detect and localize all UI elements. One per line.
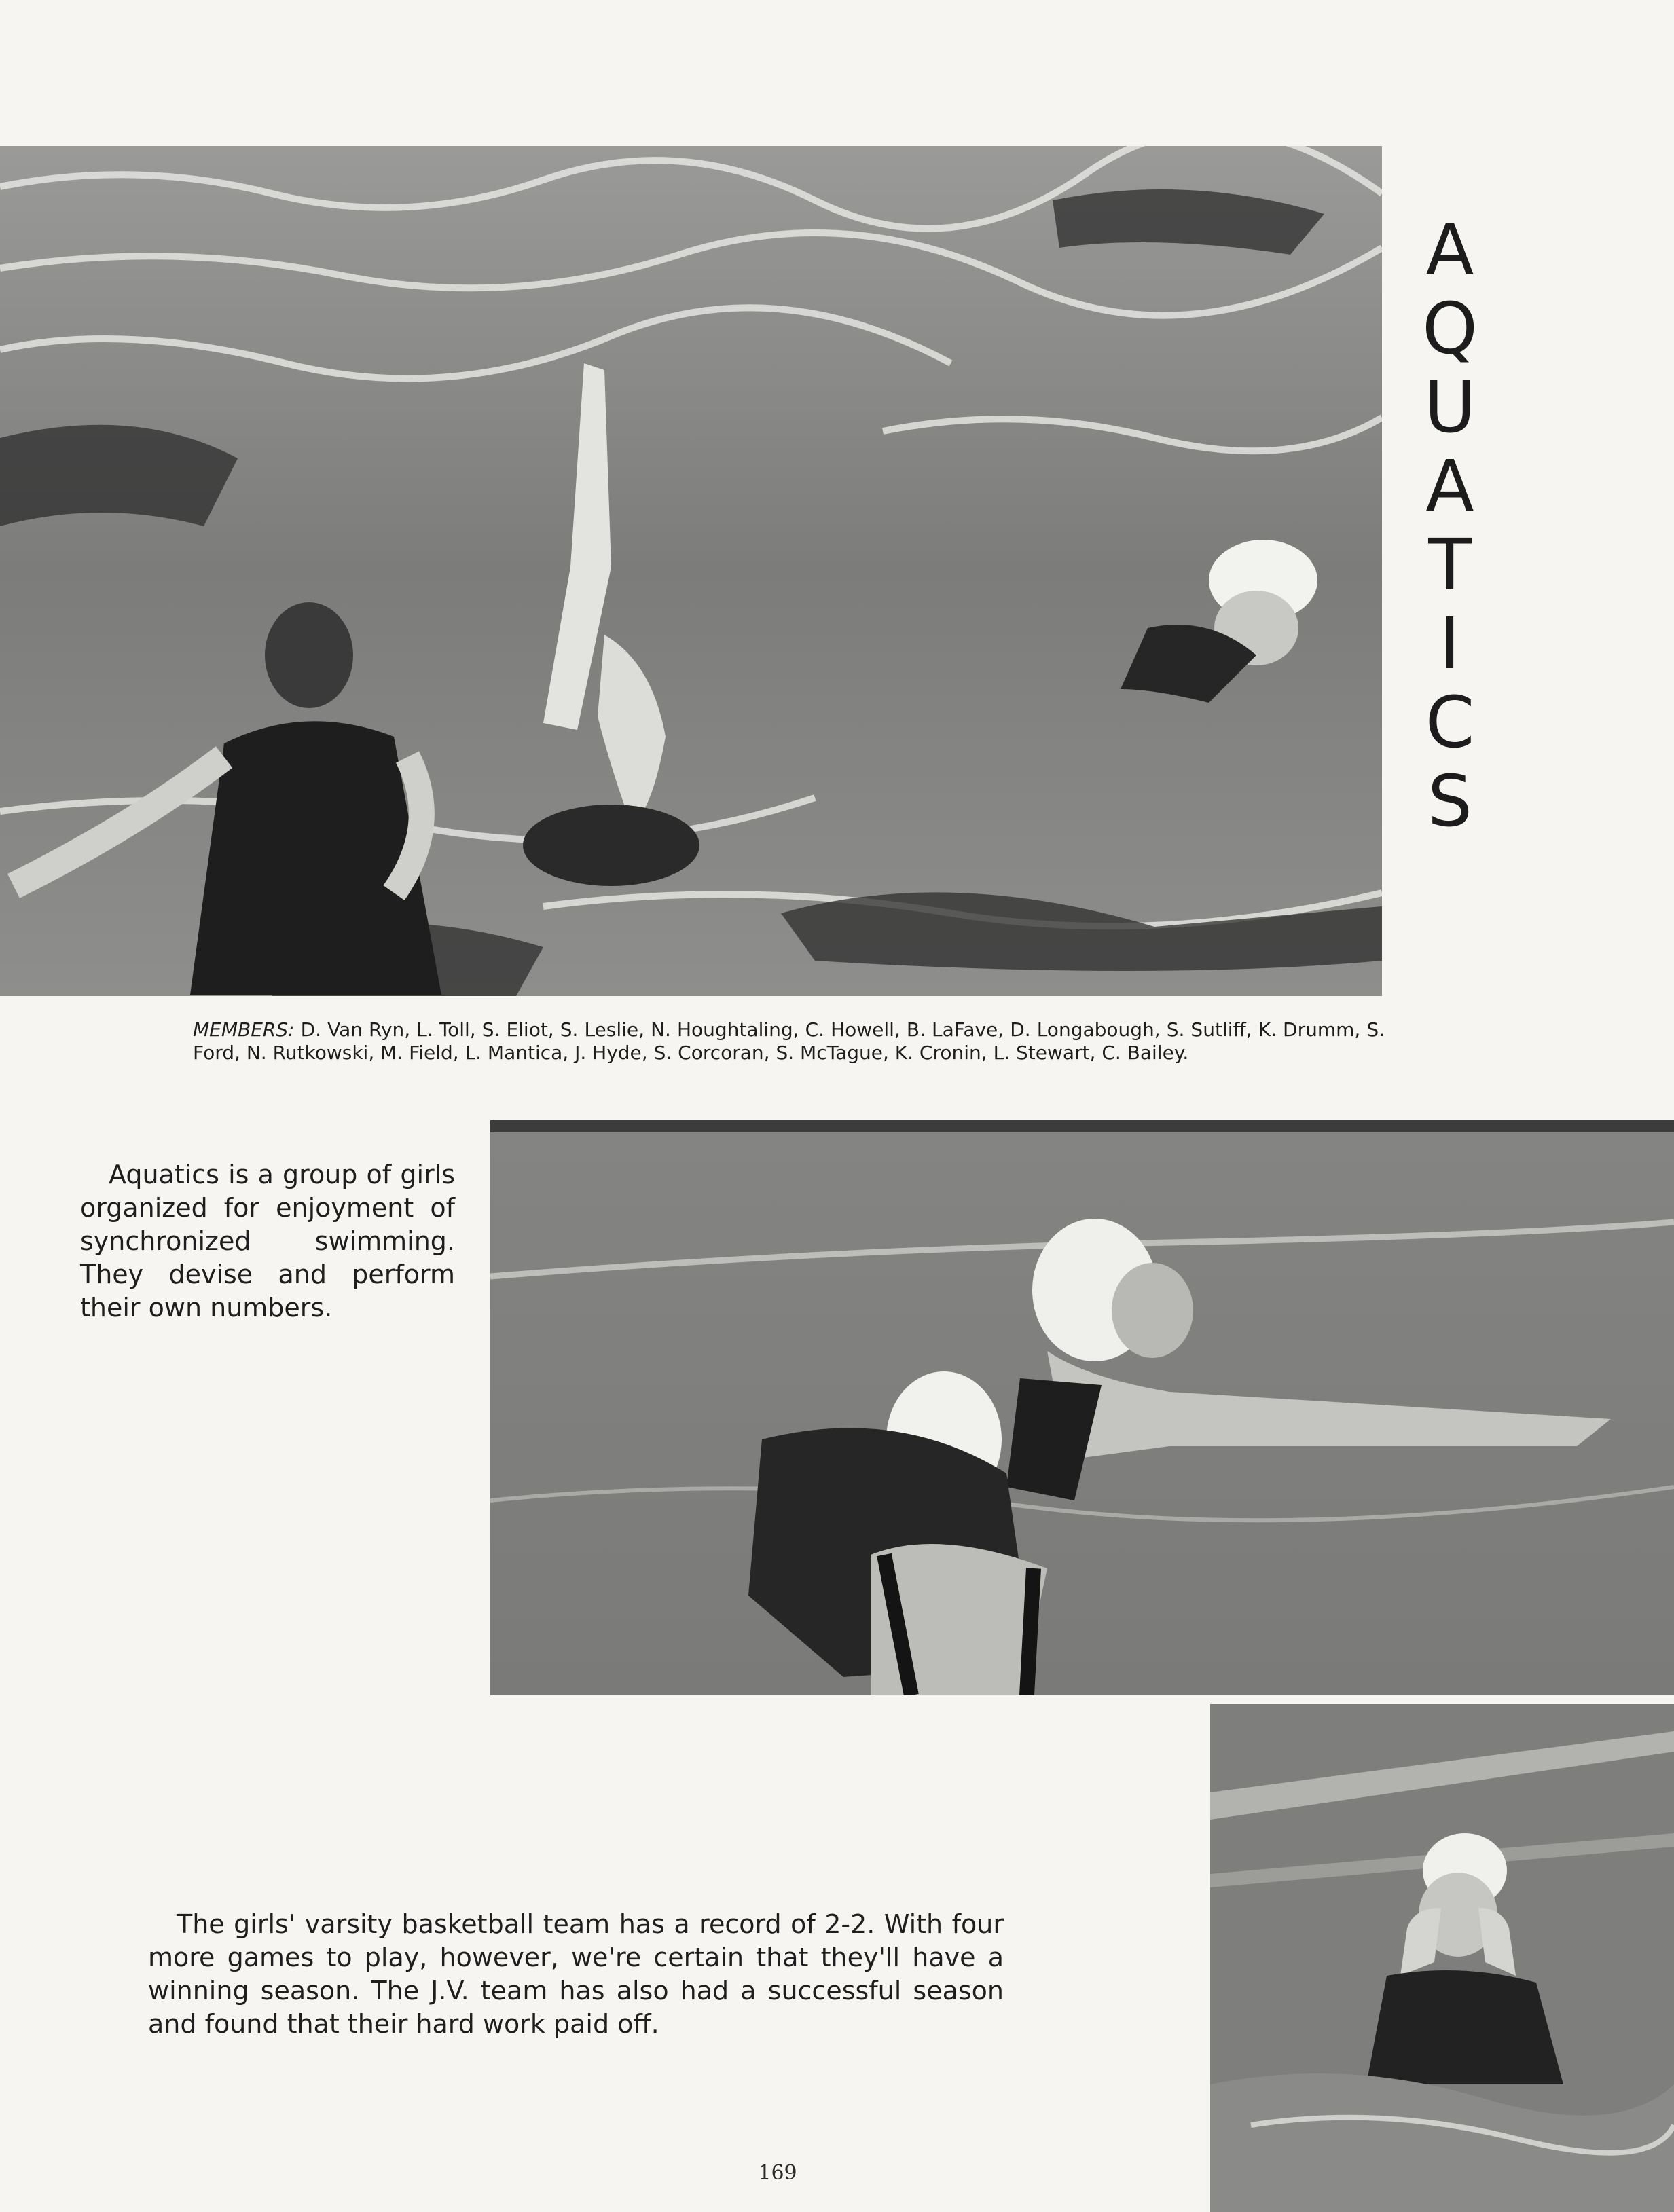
members-caption [193, 1018, 1385, 1065]
members-label: MEMBERS: [193, 1018, 295, 1041]
page-number: 169 [758, 2161, 797, 2185]
title-letter: S [1427, 760, 1472, 843]
photo-swimmer-covering-face-image [1210, 1704, 1674, 2212]
aquatics-description: Aquatics is a group of girls organized for enjoyment of synchronized swimming. They devise and perform their own numbers. [80, 1160, 455, 1323]
photo-two-swimmers [490, 1120, 1674, 1695]
photo-swimmers-pool-image [0, 146, 1382, 996]
photo-swimmer-covering-face [1210, 1704, 1674, 2212]
page-title-vertical [1385, 210, 1514, 841]
title-letter: A [1425, 445, 1474, 528]
basketball-paragraph: The girls' varsity basketball team has a record of 2-2. With four more games to play, however, we're certain that they'll have a winning season. The J.V. team has also had a successful season and found that their hard work paid off. [148, 1909, 1004, 2039]
photo-swimmers-pool [0, 146, 1382, 996]
title-letter: I [1439, 602, 1461, 685]
title-letter: Q [1422, 287, 1478, 370]
title-letter: A [1425, 208, 1474, 291]
photo-two-swimmers-image [490, 1120, 1674, 1695]
title-letter: C [1425, 681, 1475, 764]
title-letter: T [1428, 523, 1472, 606]
members-list: D. Van Ryn, L. Toll, S. Eliot, S. Leslie, N. Houghtaling, C. Howell, B. LaFave, D. Longabough, S. Sutliff, K. Drumm, S. Ford, N. Rutkowski, M. Field, L. Mantica, J. Hyde, S. Corcoran, S. McTague, K. Cronin, L. Stewart, C. Bailey. [193, 1018, 1385, 1064]
title-letter: U [1423, 366, 1476, 449]
